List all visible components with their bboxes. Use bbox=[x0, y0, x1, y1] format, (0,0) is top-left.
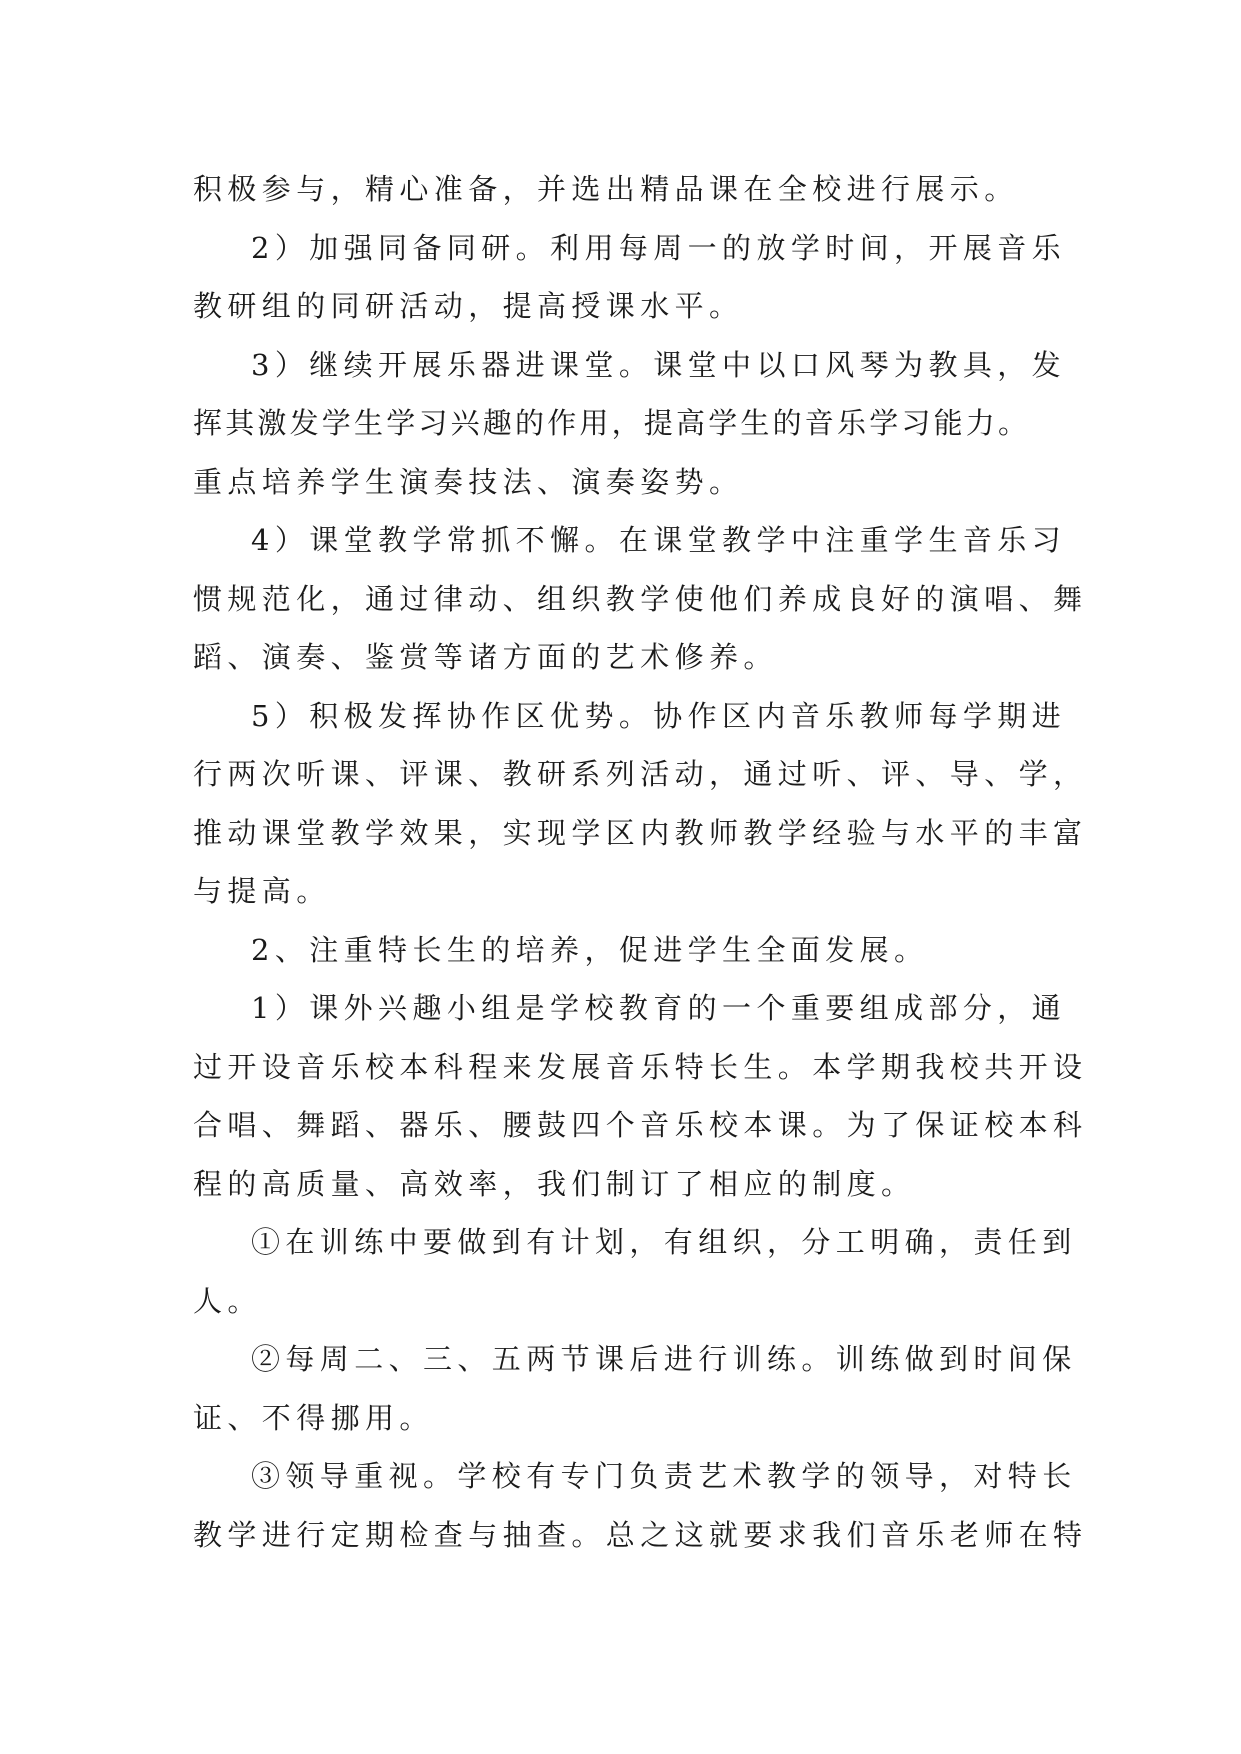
text-line: 与提高。 bbox=[193, 874, 331, 908]
body-text bbox=[193, 160, 1088, 1564]
text-line: 教研组的同研活动，提高授课水平。 bbox=[193, 289, 744, 323]
text-line: 人。 bbox=[193, 1283, 262, 1318]
text-line: 重点培养学生演奏技法、演奏姿势。 bbox=[193, 464, 744, 499]
text-line: 3）继续开展乐器进课堂。课堂中以口风琴为教具，发 bbox=[251, 347, 1067, 382]
text-line: ②每周二、三、五两节课后进行训练。训练做到时间保 bbox=[251, 1342, 1077, 1376]
text-line: 程的高质量、高效率，我们制订了相应的制度。 bbox=[193, 1166, 916, 1201]
text-line: 合唱、舞蹈、器乐、腰鼓四个音乐校本课。为了保证校本科 bbox=[193, 1108, 1088, 1142]
text-line: 2、注重特长生的培养，促进学生全面发展。 bbox=[251, 932, 929, 967]
text-line: 推动课堂教学效果，实现学区内教师教学经验与水平的丰富 bbox=[193, 815, 1088, 850]
text-line: 过开设音乐校本科程来发展音乐特长生。本学期我校共开设 bbox=[193, 1049, 1088, 1084]
text-line: 2）加强同备同研。利用每周一的放学时间，开展音乐 bbox=[251, 230, 1067, 265]
text-line: 1）课外兴趣小组是学校教育的一个重要组成部分，通 bbox=[251, 991, 1067, 1025]
text-line: ③领导重视。学校有专门负责艺术教学的领导，对特长 bbox=[251, 1459, 1077, 1493]
text-line: ①在训练中要做到有计划，有组织，分工明确，责任到 bbox=[251, 1225, 1077, 1259]
text-line: 4）课堂教学常抓不懈。在课堂教学中注重学生音乐习 bbox=[251, 523, 1067, 557]
text-line: 5）积极发挥协作区优势。协作区内音乐教师每学期进 bbox=[251, 698, 1067, 733]
text-line: 教学进行定期检查与抽查。总之这就要求我们音乐老师在特 bbox=[193, 1517, 1088, 1552]
text-line: 挥其激发学生学习兴趣的作用，提高学生的音乐学习能力。 bbox=[193, 406, 1031, 440]
text-line: 积极参与，精心准备，并选出精品课在全校进行展示。 bbox=[193, 172, 1019, 206]
text-line: 行两次听课、评课、教研系列活动，通过听、评、导、学， bbox=[193, 757, 1088, 791]
text-line: 蹈、演奏、鉴赏等诸方面的艺术修养。 bbox=[193, 640, 778, 674]
text-line: 证、不得挪用。 bbox=[193, 1400, 434, 1435]
text-line: 惯规范化，通过律动、组织教学使他们养成良好的演唱、舞 bbox=[193, 581, 1088, 616]
